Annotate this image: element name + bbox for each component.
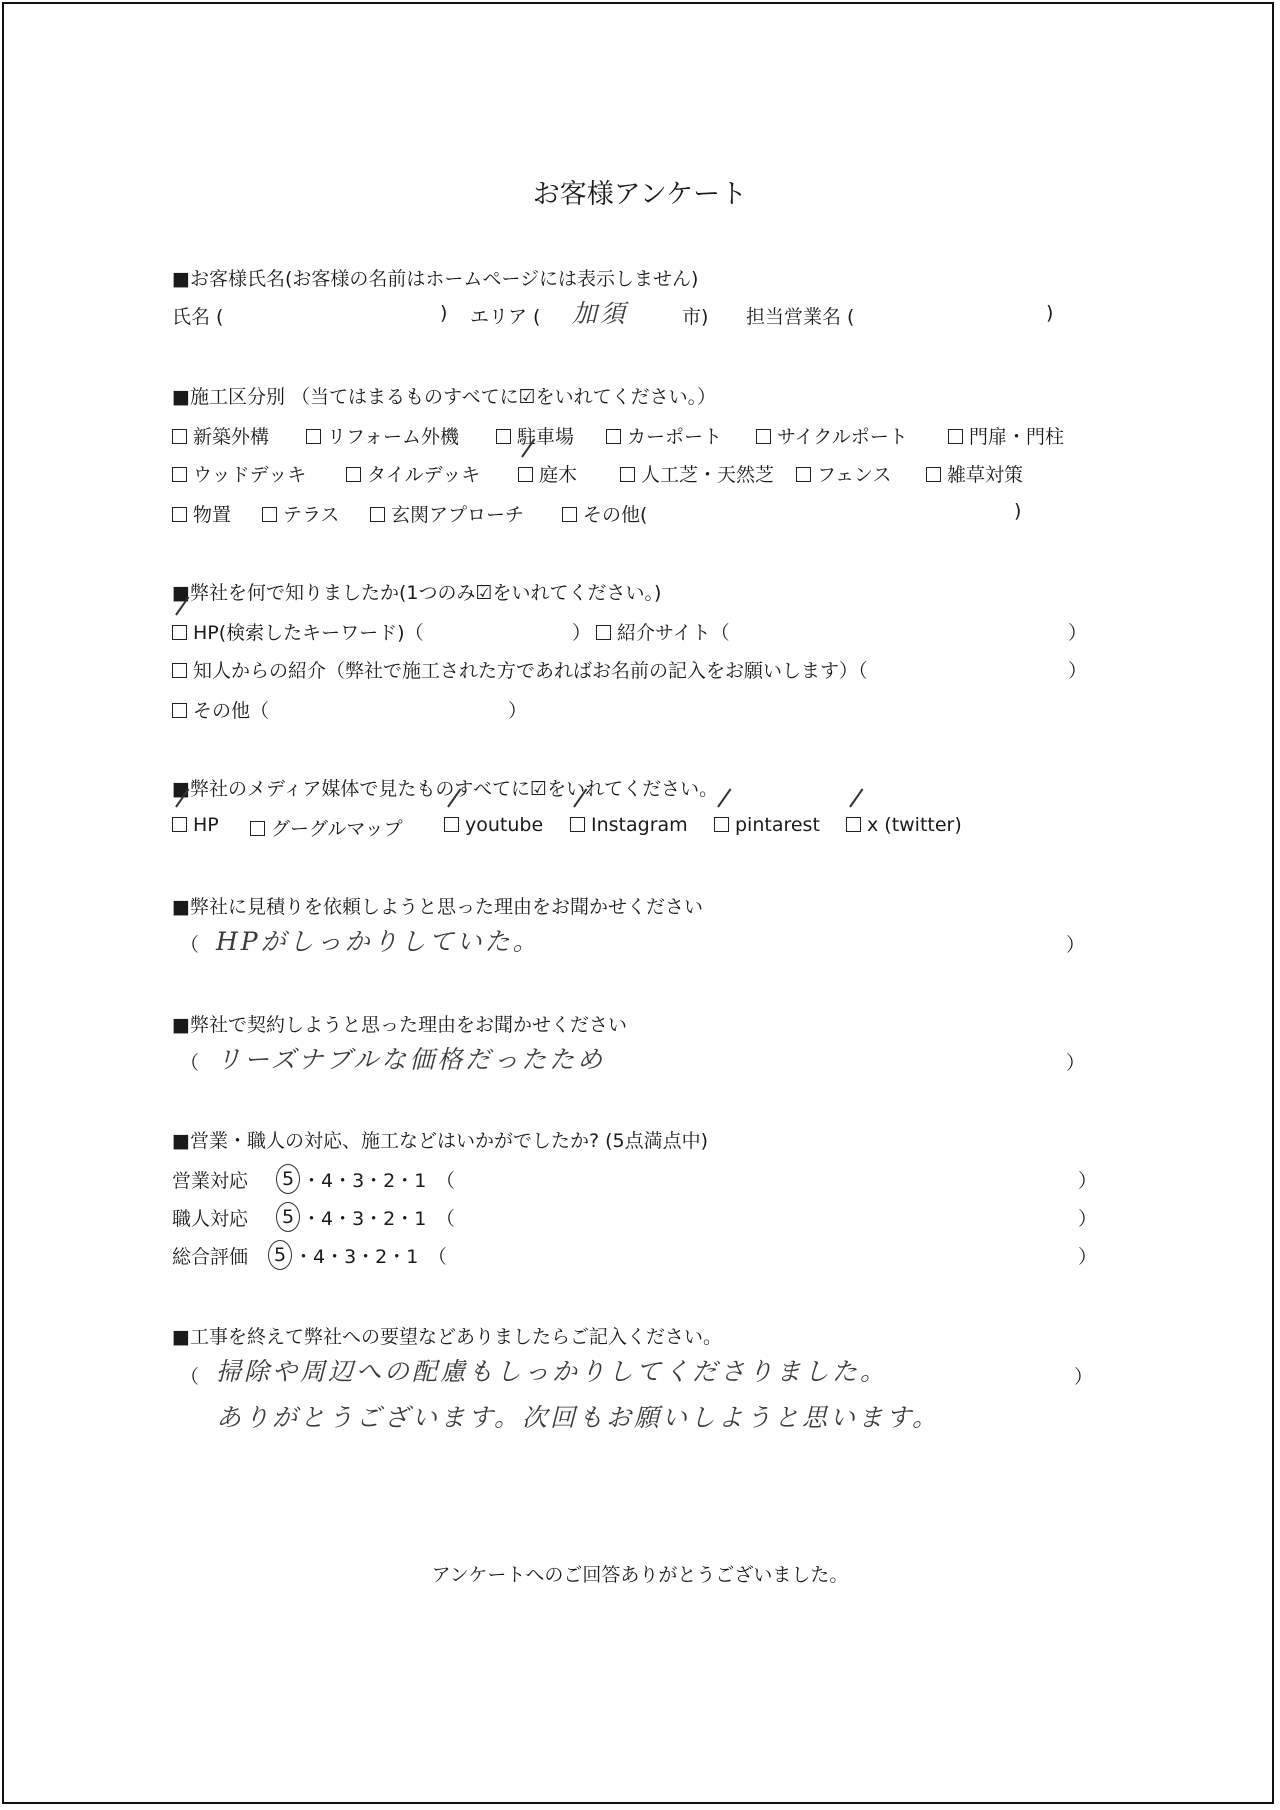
page-title: お客様アンケート <box>532 179 748 210</box>
checkbox-icon[interactable] <box>620 467 635 482</box>
source-intro-site-close: ） <box>1068 622 1088 644</box>
media-item-checked[interactable]: pintarest <box>714 814 820 836</box>
rating-selected[interactable]: 5 <box>276 1202 300 1232</box>
construction-item-other[interactable]: その他( <box>562 500 647 527</box>
rating-row <box>172 1164 455 1194</box>
request-answer-line1[interactable]: 掃除や周辺への配慮もしっかりしてくださりました。 <box>216 1357 889 1386</box>
checked-checkbox-icon[interactable] <box>518 467 533 482</box>
checkbox-icon[interactable] <box>606 429 621 444</box>
construction-item[interactable]: カーポート <box>606 422 722 449</box>
sales-rep-close: ) <box>1046 302 1054 324</box>
construction-item[interactable]: タイルデッキ <box>346 460 480 487</box>
rating-close: ） <box>1078 1208 1098 1230</box>
checkbox-icon[interactable] <box>172 507 187 522</box>
checkbox-icon[interactable] <box>172 703 187 718</box>
media-item-checked[interactable]: x (twitter) <box>846 814 962 836</box>
checkbox-icon[interactable] <box>172 663 187 678</box>
rating-selected[interactable]: 5 <box>268 1240 292 1270</box>
construction-item[interactable]: フェンス <box>796 460 891 487</box>
construction-type-heading: ■施工区分別 （当てはまるものすべてに☑をいれてください。） <box>172 386 717 408</box>
source-other[interactable]: その他（ <box>172 696 269 723</box>
checkbox-icon[interactable] <box>796 467 811 482</box>
source-hp-checked[interactable]: HP(検索したキーワード)（ <box>172 618 424 645</box>
customer-name-heading: ■お客様氏名(お客様の名前はホームページには表示しません) <box>172 268 699 290</box>
sales-rep-label: 担当営業名 ( <box>746 306 855 328</box>
checkbox-icon[interactable] <box>346 467 361 482</box>
checked-checkbox-icon[interactable] <box>172 817 187 832</box>
rating-row <box>172 1240 447 1270</box>
rating-label: 営業対応 <box>172 1169 249 1192</box>
contract-close: ） <box>1066 1052 1086 1074</box>
construction-item[interactable]: 新築外構 <box>172 422 269 449</box>
construction-other-close: ) <box>1014 500 1022 522</box>
rating-label: 総合評価 <box>172 1245 249 1268</box>
rating-options[interactable]: ・4・3・2・1 （ <box>294 1245 447 1268</box>
checkbox-icon[interactable] <box>172 429 187 444</box>
checked-checkbox-icon[interactable] <box>444 817 459 832</box>
rating-close: ） <box>1078 1170 1098 1192</box>
name-label: 氏名 ( <box>172 306 224 328</box>
construction-item[interactable]: 人工芝・天然芝 <box>620 460 774 487</box>
request-close: ） <box>1074 1366 1094 1388</box>
construction-item[interactable]: テラス <box>262 500 339 527</box>
construction-item[interactable]: 駐車場 <box>496 422 574 449</box>
checkbox-icon[interactable] <box>172 467 187 482</box>
checked-checkbox-icon[interactable] <box>172 625 187 640</box>
checked-checkbox-icon[interactable] <box>570 817 585 832</box>
media-item[interactable]: グーグルマップ <box>250 814 403 841</box>
checkbox-icon[interactable] <box>596 625 611 640</box>
contract-reason-answer[interactable]: リーズナブルな価格だったため <box>216 1045 606 1074</box>
name-close: ) <box>440 302 448 324</box>
estimate-close: ） <box>1066 934 1086 956</box>
checkbox-icon[interactable] <box>562 507 577 522</box>
rating-heading: ■営業・職人の対応、施工などはいかがでしたか? (5点満点中) <box>172 1130 708 1152</box>
checkbox-icon[interactable] <box>926 467 941 482</box>
source-heading: ■弊社を何で知りましたか(1つのみ☑をいれてください。) <box>172 582 662 604</box>
request-open: （ <box>180 1366 200 1388</box>
area-suffix: 市) <box>682 306 709 328</box>
area-value-handwritten[interactable]: 加須 <box>572 299 629 328</box>
construction-item[interactable]: リフォーム外機 <box>306 422 459 449</box>
checkbox-icon[interactable] <box>262 507 277 522</box>
construction-item[interactable]: 物置 <box>172 500 231 527</box>
construction-item[interactable]: 雑草対策 <box>926 460 1023 487</box>
rating-close: ） <box>1078 1246 1098 1268</box>
construction-item[interactable]: 玄関アプローチ <box>370 500 524 527</box>
checkbox-icon[interactable] <box>306 429 321 444</box>
construction-item-checked[interactable]: 庭木 <box>518 460 577 487</box>
rating-row <box>172 1202 455 1232</box>
contract-reason-heading: ■弊社で契約しようと思った理由をお聞かせください <box>172 1014 627 1036</box>
source-other-close: ） <box>508 700 528 722</box>
construction-item[interactable]: サイクルポート <box>756 422 908 449</box>
rating-options[interactable]: ・4・3・2・1 （ <box>302 1169 455 1192</box>
footer-thanks: アンケートへのご回答ありがとうございました。 <box>431 1564 849 1586</box>
media-heading: ■弊社のメディア媒体で見たものすべてに☑をいれてください。 <box>172 778 719 800</box>
construction-item[interactable]: ウッドデッキ <box>172 460 306 487</box>
checkbox-icon[interactable] <box>496 429 511 444</box>
contract-open: （ <box>180 1052 200 1074</box>
checked-checkbox-icon[interactable] <box>846 817 861 832</box>
construction-item[interactable]: 門扉・門柱 <box>948 422 1064 449</box>
checked-checkbox-icon[interactable] <box>714 817 729 832</box>
request-heading: ■工事を終えて弊社への要望などありましたらご記入ください。 <box>172 1326 722 1348</box>
area-label: エリア ( <box>470 306 541 328</box>
estimate-reason-heading: ■弊社に見積りを依頼しようと思った理由をお聞かせください <box>172 896 703 918</box>
rating-selected[interactable]: 5 <box>276 1164 300 1194</box>
checkbox-icon[interactable] <box>756 429 771 444</box>
source-friend[interactable]: 知人からの紹介（弊社で施工された方であればお名前の記入をお願いします）（ <box>172 656 868 683</box>
checkbox-icon[interactable] <box>370 507 385 522</box>
rating-options[interactable]: ・4・3・2・1 （ <box>302 1207 455 1230</box>
media-item-checked[interactable]: youtube <box>444 814 543 836</box>
source-hp-close: ） <box>572 622 592 644</box>
source-friend-close: ） <box>1068 660 1088 682</box>
checkbox-icon[interactable] <box>250 821 265 836</box>
media-item-checked[interactable]: Instagram <box>570 814 688 836</box>
media-item-checked[interactable]: HP <box>172 814 219 836</box>
rating-label: 職人対応 <box>172 1207 249 1230</box>
source-intro-site[interactable]: 紹介サイト（ <box>596 618 730 645</box>
estimate-open: （ <box>180 934 200 956</box>
checkbox-icon[interactable] <box>948 429 963 444</box>
request-answer-line2[interactable]: ありがとうございます。次回もお願いしようと思います。 <box>216 1403 941 1432</box>
estimate-reason-answer[interactable]: HPがしっかりしていた。 <box>216 927 541 956</box>
